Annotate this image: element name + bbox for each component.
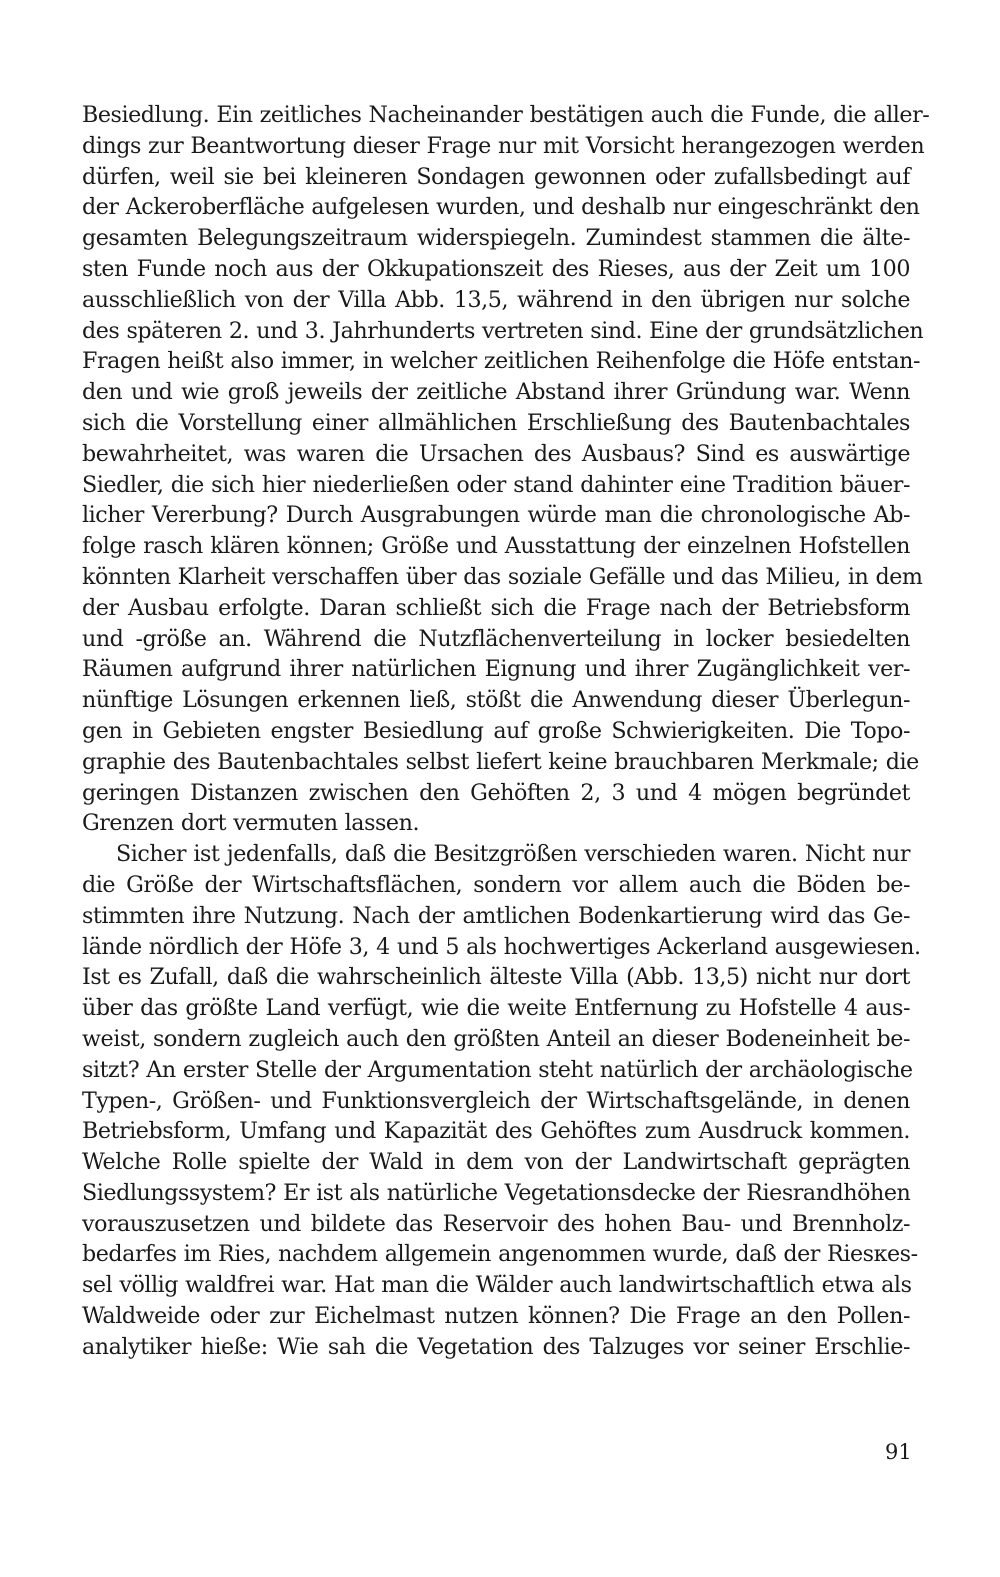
- text-line: geringen Distanzen zwischen den Gehöften 2, 3 und 4 mögen begründet: [82, 779, 910, 806]
- text-line: Welche Rolle spielte der Wald in dem von der Landwirtschaft geprägten: [82, 1149, 910, 1176]
- text-line: folge rasch klären können; Größe und Ausstattung der einzelnen Hofstellen: [82, 533, 910, 560]
- text-line: lände nördlich der Höfe 3, 4 und 5 als hochwertiges Ackerland ausgewiesen.: [82, 933, 921, 960]
- text-line: sich die Vorstellung einer allmählichen Erschließung des Bautenbachtales: [82, 409, 910, 436]
- text-line: weist, sondern zugleich auch den größten Anteil an dieser Bodeneinheit be-: [82, 1025, 910, 1052]
- text-line: stimmten ihre Nutzung. Nach der amtlichen Bodenkartierung wird das Ge-: [82, 902, 910, 929]
- text-line: sel völlig waldfrei war. Hat man die Wälder auch landwirtschaftlich etwa als: [82, 1272, 912, 1299]
- text-line: analytiker hieße: Wie sah die Vegetation des Talzuges vor seiner Erschlie-: [82, 1333, 910, 1360]
- paragraph-1: [82, 100, 930, 839]
- paragraph-2: [82, 839, 921, 1363]
- text-line: gesamten Belegungszeitraum widerspiegeln. Zumindest stammen die älte-: [82, 225, 910, 252]
- text-line: Grenzen dort vermuten lassen.: [82, 810, 420, 837]
- text-line: der Ausbau erfolgte. Daran schließt sich die Frage nach der Betriebsform: [82, 594, 910, 621]
- text-line: die Größe der Wirtschaftsflächen, sondern vor allem auch die Böden be-: [82, 871, 910, 898]
- text-line: der Ackeroberfläche aufgelesen wurden, und deshalb nur eingeschränkt den: [82, 194, 920, 221]
- text-line: Sicher ist jedenfalls, daß die Besitzgrößen verschieden waren. Nicht nur: [116, 841, 910, 868]
- text-line: sitzt? An erster Stelle der Argumentation steht natürlich der archäologische: [82, 1056, 913, 1083]
- text-line: ausschließlich von der Villa Abb. 13,5, während in den übrigen nur solche: [82, 286, 910, 313]
- text-line: Siedler, die sich hier niederließen oder stand dahinter eine Tradition bäuer-: [82, 471, 910, 498]
- text-line: licher Vererbung? Durch Ausgrabungen würde man die chronologische Ab-: [82, 502, 910, 529]
- text-line: den und wie groß jeweils der zeitliche Abstand ihrer Gründung war. Wenn: [82, 379, 910, 406]
- text-line: über das größte Land verfügt, wie die weite Entfernung zu Hofstelle 4 aus-: [82, 995, 910, 1022]
- page-number: 91: [885, 1440, 912, 1464]
- text-line: und -größe an. Während die Nutzflächenverteilung in locker besiedelten: [82, 625, 910, 652]
- text-line: des späteren 2. und 3. Jahrhunderts vertreten sind. Eine der grundsätzlichen: [82, 317, 924, 344]
- text-line: Besiedlung. Ein zeitliches Nacheinander bestätigen auch die Funde, die aller-: [82, 102, 930, 128]
- text-line: vorauszusetzen und bildete das Reservoir des hohen Bau- und Brennholz-: [82, 1210, 910, 1237]
- text-line: graphie des Bautenbachtales selbst liefert keine brauchbaren Merkmale; die: [82, 748, 919, 775]
- text-line: Fragen heißt also immer, in welcher zeitlichen Reihenfolge die Höfe entstan-: [82, 348, 921, 375]
- text-line: Typen-, Größen- und Funktionsvergleich der Wirtschaftsgelände, in denen: [82, 1087, 910, 1114]
- text-line: Siedlungssystem? Er ist als natürliche Vegetationsdecke der Riesrandhöhen: [82, 1179, 911, 1206]
- text-line: gen in Gebieten engster Besiedlung auf große Schwierigkeiten. Die Topo-: [82, 717, 910, 744]
- book-page-body: [82, 100, 930, 1363]
- text-line: sten Funde noch aus der Okkupationszeit des Rieses, aus der Zeit um 100: [82, 255, 910, 282]
- text-line: nünftige Lösungen erkennen ließ, stößt die Anwendung dieser Überlegun-: [82, 687, 910, 714]
- text-line: Waldweide oder zur Eichelmast nutzen können? Die Frage an den Pollen-: [82, 1303, 910, 1330]
- text-line: bedarfes im Ries, nachdem allgemein angenommen wurde, daß der Riesкes-: [82, 1241, 918, 1268]
- text-line: Räumen aufgrund ihrer natürlichen Eignung und ihrer Zugänglichkeit ver-: [82, 656, 910, 683]
- text-line: Ist es Zufall, daß die wahrscheinlich älteste Villa (Abb. 13,5) nicht nur dort: [82, 964, 910, 991]
- text-line: dürfen, weil sie bei kleineren Sondagen gewonnen oder zufallsbedingt auf: [82, 163, 910, 190]
- text-line: Betriebsform, Umfang und Kapazität des Gehöftes zum Ausdruck kommen.: [82, 1118, 910, 1145]
- text-line: könnten Klarheit verschaffen über das soziale Gefälle und das Milieu, in dem: [82, 563, 923, 590]
- text-line: bewahrheitet, was waren die Ursachen des Ausbaus? Sind es auswärtige: [82, 440, 910, 467]
- text-line: dings zur Beantwortung dieser Frage nur mit Vorsicht herangezogen werden: [82, 132, 925, 159]
